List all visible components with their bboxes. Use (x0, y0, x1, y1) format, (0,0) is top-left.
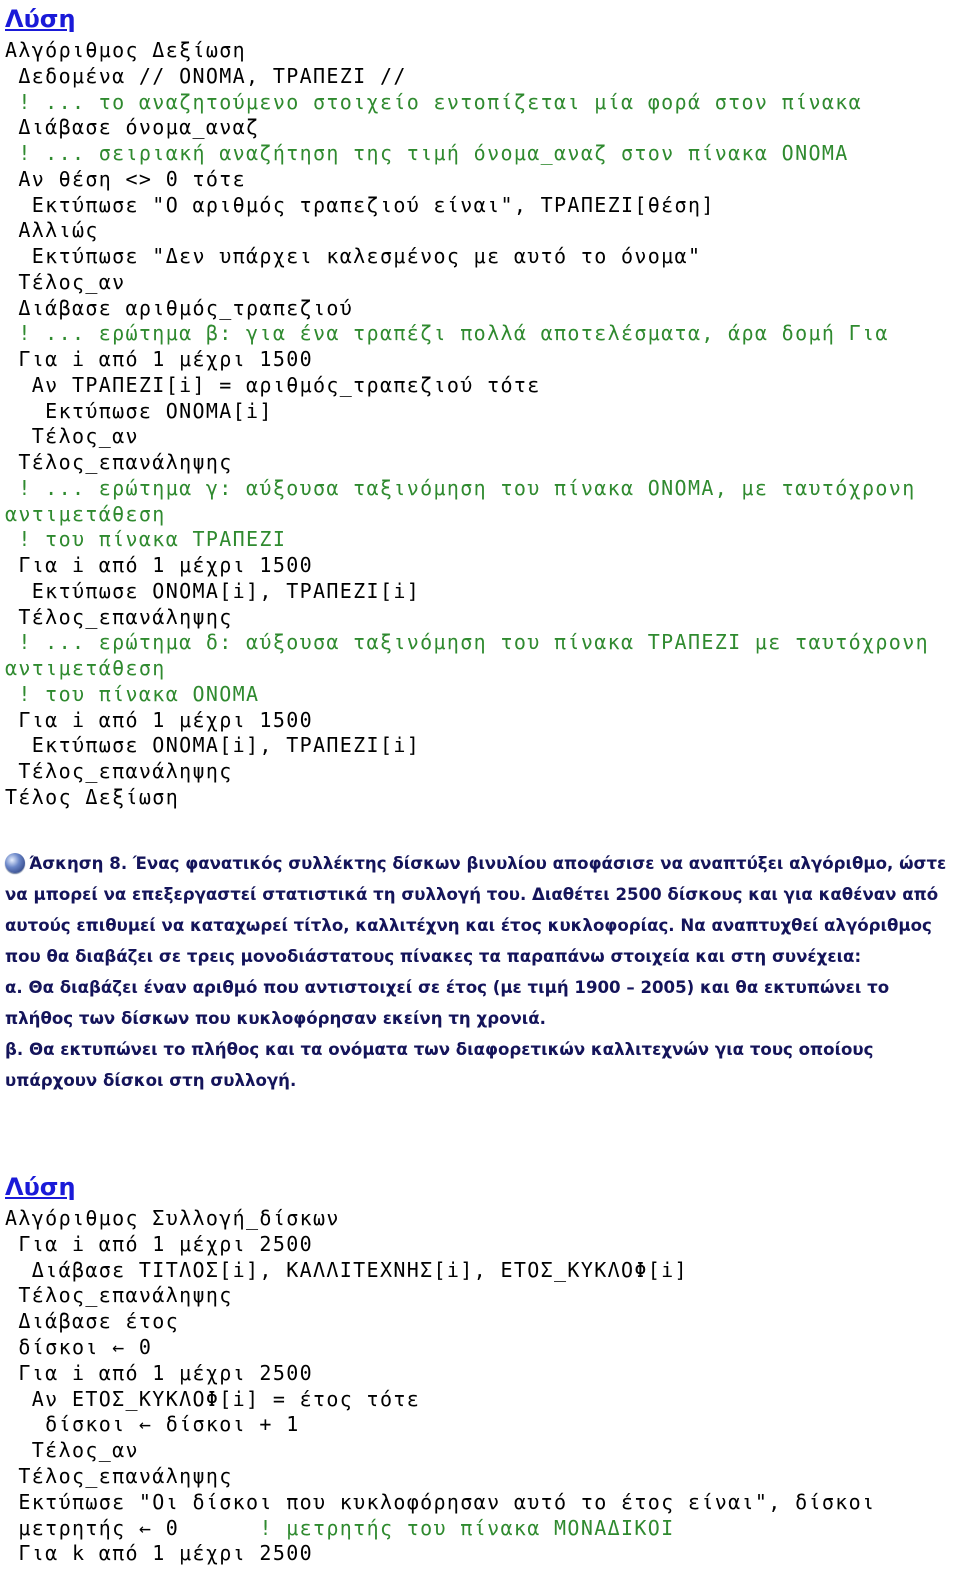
code-comment-line (5, 682, 955, 708)
code-line (5, 244, 955, 270)
solution-heading-2: Λύση (5, 1173, 76, 1201)
code-line (5, 450, 955, 476)
code-line (5, 399, 955, 425)
code-line (5, 38, 955, 64)
exercise-intro (5, 848, 950, 972)
exercise-8 (5, 848, 950, 1096)
code-block-deksiosi (5, 38, 955, 811)
code-line (5, 1206, 955, 1232)
code-line-text: δίσκοι ← 0 (5, 1334, 153, 1359)
code-line (5, 1335, 955, 1361)
code-line-text: ! ... ερώτημα γ: αύξουσα ταξινόμηση του πίνακα ΟΝΟΜΑ, με ταυτόχρονη (5, 475, 916, 500)
code-line (5, 1412, 955, 1438)
code-line (5, 270, 955, 296)
code-line (5, 424, 955, 450)
code-line-text: Αλλιώς (5, 218, 99, 243)
code-line-text: Τέλος_επανάληψης (5, 759, 233, 783)
code-line (5, 1258, 955, 1284)
code-line (5, 167, 955, 193)
code-line (5, 785, 955, 811)
code-line-text: Τέλος_αν (5, 424, 139, 449)
code-comment-line (5, 502, 955, 528)
code-line-text: Διάβασε όνομα_αναζ (5, 115, 260, 140)
code-line (5, 1232, 955, 1258)
code-line (5, 1516, 955, 1542)
code-line-text: Αλγόριθμος Συλλογή_δίσκων (5, 1206, 340, 1230)
code-line-text: μετρητής ← 0 (5, 1515, 180, 1540)
code-line-text: Για i από 1 μέχρι 2500 (5, 1231, 313, 1256)
code-comment-line (5, 90, 955, 116)
code-line-text: Τέλος_επανάληψης (5, 604, 233, 629)
code-line-text: Εκτύπωσε ΟΝΟΜΑ[i], ΤΡΑΠΕΖΙ[i] (5, 578, 421, 603)
code-line (5, 1309, 955, 1335)
code-line (5, 759, 955, 785)
code-line (5, 115, 955, 141)
code-line-text: Τέλος Δεξίωση (5, 784, 180, 809)
code-line-text: Τέλος_αν (5, 269, 126, 294)
code-line-text: ! ... ερώτημα β: για ένα τραπέζι πολλά αποτελέσματα, άρα δομή Για (5, 321, 889, 346)
code-line-text: δίσκοι ← δίσκοι + 1 (5, 1412, 300, 1437)
exercise-item-a: α. Θα διαβάζει έναν αριθμό που αντιστοιχεί σε έτος (με τιμή 1900 – 2005) και θα εκτυπώνει το πλήθος των δίσκων που κυκλοφόρησαν εκείνη τη χρονιά. (5, 978, 890, 1028)
code-line-text: Για k από 1 μέχρι 2500 (5, 1541, 313, 1566)
code-line (5, 605, 955, 631)
exercise-item-b: β. Θα εκτυπώνει το πλήθος και τα ονόματα των διαφορετικών καλλιτεχνών για τους οποίους υπάρχουν δίσκοι στη συλλογή. (5, 1040, 874, 1090)
code-line (5, 1361, 955, 1387)
code-line-text: Διάβασε έτος (5, 1309, 180, 1334)
code-line-text: Για i από 1 μέχρι 1500 (5, 707, 313, 732)
code-line (5, 579, 955, 605)
code-line-text: Εκτύπωσε ΟΝΟΜΑ[i], ΤΡΑΠΕΖΙ[i] (5, 733, 421, 758)
code-line-text: Αν ΤΡΑΠΕΖΙ[i] = αριθμός_τραπεζιού τότε (5, 372, 541, 397)
inline-comment: ! μετρητής του πίνακα ΜΟΝΑΔΙΚΟΙ (179, 1515, 675, 1540)
code-line (5, 218, 955, 244)
code-line-text: Αν θέση <> 0 τότε (5, 166, 247, 191)
code-line-text: Διάβασε αριθμός_τραπεζιού (5, 295, 354, 320)
exercise-intro-text: Άσκηση 8. Ένας φανατικός συλλέκτης δίσκων βινυλίου αποφάσισε να αναπτύξει αλγόριθμο, ώστε να μπορεί να επεξεργαστεί στατιστικά τη συλλογή του. Διαθέτει 2500 δίσκους και για καθέναν από αυτούς επιθυμεί να καταχωρεί τίτλο, καλλιτέχνη και έτος κυκλοφορίας. Να αναπτυχθεί αλγόριθμος που θα διαβάζει σε τρεις μονοδιάστατους πίνακες τα παραπάνω στοιχεία και στη συνέχεια: (5, 854, 947, 966)
code-comment-line (5, 630, 955, 656)
code-line (5, 347, 955, 373)
code-line (5, 733, 955, 759)
code-comment-line (5, 656, 955, 682)
code-line (5, 1490, 955, 1516)
code-line (5, 1464, 955, 1490)
code-line (5, 553, 955, 579)
code-comment-line (5, 141, 955, 167)
code-line-text: αντιμετάθεση (5, 501, 166, 526)
code-line-text: ! του πίνακα ΟΝΟΜΑ (5, 681, 260, 706)
code-line-text: ! ... ερώτημα δ: αύξουσα ταξινόμηση του πίνακα ΤΡΑΠΕΖΙ με ταυτόχρονη (5, 630, 929, 655)
code-line-text: Για i από 1 μέχρι 1500 (5, 553, 313, 577)
code-line-text: Εκτύπωσε "Οι δίσκοι που κυκλοφόρησαν αυτό το έτος είναι", δίσκοι (5, 1489, 876, 1514)
code-line (5, 373, 955, 399)
code-line-text: Εκτύπωσε "Ο αριθμός τραπεζιού είναι", ΤΡΑΠΕΖΙ[θέση] (5, 192, 715, 217)
bullet-sphere-icon (5, 853, 25, 873)
code-line-text: Τέλος_επανάληψης (5, 450, 233, 474)
code-line-text: Εκτύπωσε "Δεν υπάρχει καλεσμένος με αυτό το όνομα" (5, 244, 702, 268)
code-line-text: αντιμετάθεση (5, 656, 166, 680)
code-line-text: Αλγόριθμος Δεξίωση (5, 38, 247, 62)
code-line (5, 1283, 955, 1309)
solution-heading: Λύση (5, 5, 76, 33)
code-line-text: Διάβασε ΤΙΤΛΟΣ[i], ΚΑΛΛΙΤΕΧΝΗΣ[i], ΕΤΟΣ_ΚΥΚΛΟΦ[i] (5, 1257, 688, 1282)
code-line-text: Για i από 1 μέχρι 1500 (5, 347, 313, 371)
code-line-text: Δεδομένα // ΟΝΟΜΑ, ΤΡΑΠΕΖΙ // (5, 63, 407, 88)
code-line-text: ! ... σειριακή αναζήτηση της τιμή όνομα_αναζ στον πίνακα ΟΝΟΜΑ (5, 141, 849, 165)
code-comment-line (5, 476, 955, 502)
code-line (5, 1541, 955, 1567)
code-line-text: Τέλος_επανάληψης (5, 1463, 233, 1488)
code-line (5, 64, 955, 90)
code-comment-line (5, 321, 955, 347)
code-line-text: Εκτύπωσε ΟΝΟΜΑ[i] (5, 398, 273, 423)
code-line (5, 1438, 955, 1464)
code-line-text: ! του πίνακα ΤΡΑΠΕΖΙ (5, 527, 287, 552)
code-line (5, 193, 955, 219)
code-block-syllogi-diskon (5, 1206, 955, 1567)
code-line (5, 296, 955, 322)
code-line-text: Τέλος_αν (5, 1438, 139, 1463)
code-line-text: Για i από 1 μέχρι 2500 (5, 1360, 313, 1385)
code-comment-line (5, 527, 955, 553)
code-line (5, 1387, 955, 1413)
code-line-text: Αν ΕΤΟΣ_ΚΥΚΛΟΦ[i] = έτος τότε (5, 1386, 421, 1411)
code-line (5, 708, 955, 734)
code-line-text: Τέλος_επανάληψης (5, 1283, 233, 1308)
code-line-text: ! ... το αναζητούμενο στοιχείο εντοπίζεται μία φορά στον πίνακα (5, 89, 863, 114)
